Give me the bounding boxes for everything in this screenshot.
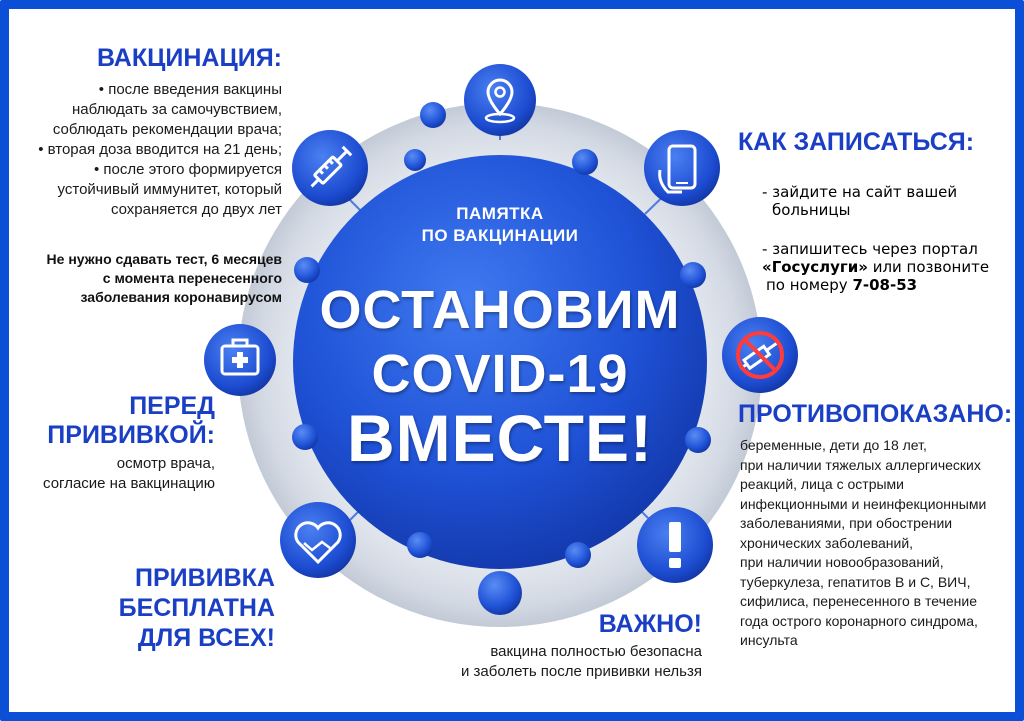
vaccination-line: • вторая доза вводится на 21 день; [38,141,282,158]
contra-line: хронических заболеваний, [740,534,914,551]
free-line2: БЕСПЛАТНА [118,594,275,622]
contra-line: инсульта [740,632,798,648]
free-line1: ПРИВИВКА [134,564,275,592]
gosuslugi-portal-label: «Госуслуги» [762,258,868,276]
exclamation-icon [637,507,713,583]
contra-line: сифилиса, перенесенного в течение [740,593,978,609]
center-subtitle-line2: ПО ВАКЦИНАЦИИ [421,226,579,245]
phone-hand-icon [644,130,720,206]
before-text [10,454,215,494]
first-aid-kit-icon [204,324,276,396]
vaccination-line: • после введения вакцины [98,81,282,98]
signup-item2-line2 [762,258,1012,276]
contra-line: инфекционными и неинфекционными [740,495,987,512]
signup-item1 [762,183,1002,219]
vaccination-line: • после этого формируется [93,161,282,178]
vaccination-note [20,250,282,307]
contra-text [740,436,1016,651]
contra-line: туберкулеза, гепатитов В и С, ВИЧ, [740,573,971,590]
signup-title: КАК ЗАПИСАТЬСЯ: [738,128,975,156]
contra-line: года острого коронарного синдрома, [740,612,978,629]
syringe-icon [292,130,368,206]
signup-item2-line3 [762,276,1012,294]
signup-item1-line2: больницы [772,201,851,219]
vaccination-text [10,80,282,220]
signup-item2-rest: или позвоните [867,258,990,276]
signup-item1-line1: - зайдите на сайт вашей [762,183,958,201]
contra-line: заболеваниями, при обострении [740,515,953,531]
contra-line: при наличии новообразований, [740,554,944,570]
free-vaccination [60,563,275,653]
important-text [380,642,702,682]
before-line: согласие на вакцинацию [43,475,215,492]
vaccination-line: наблюдать за самочувствием, [71,101,282,118]
vaccination-title: ВАКЦИНАЦИЯ: [97,44,282,72]
contra-line: беременные, дети до 18 лет, [740,437,927,453]
important-line: и заболеть после прививки нельзя [460,663,702,680]
contra-line: при наличии тяжелых аллергических [740,456,981,473]
center-line3: ВМЕСТЕ! [347,401,653,475]
vaccination-note-line: Не нужно сдавать тест, 6 месяцев [46,251,282,267]
vaccination-line: устойчивый иммунитет, который [57,181,282,198]
before-title-line2: ПРИВИВКОЙ: [47,420,215,449]
signup-item2 [762,240,1012,294]
contra-line: реакций, лица с острыми [740,476,904,492]
heart-handshake-icon [280,502,356,578]
signup-phone-prefix: по номеру [766,276,853,294]
important-line: вакцина полностью безопасна [490,643,702,660]
free-line3: ДЛЯ ВСЕХ! [137,624,275,652]
center-subtitle-line1: ПАМЯТКА [456,204,544,223]
no-syringe-icon [722,317,798,393]
signup-phone-number: 7-08-53 [852,276,918,294]
important-title: ВАЖНО! [598,610,702,638]
before-title-line1: ПЕРЕД [129,392,215,420]
vaccination-line: соблюдать рекомендации врача; [52,121,282,138]
vaccination-line: сохраняется до двух лет [110,201,282,218]
vaccination-note-line: заболевания коронавирусом [80,289,282,305]
contra-title: ПРОТИВОПОКАЗАНО: [738,400,1013,428]
vaccination-note-line: с момента перенесенного [102,270,282,286]
signup-item2-line1: - запишитесь через портал [762,240,978,258]
location-pin-icon [464,64,536,136]
center-subtitle [400,203,600,247]
before-line: осмотр врача, [116,455,215,472]
center-line2: COVID-19 [371,344,629,404]
before-title [20,392,215,450]
center-line1: ОСТАНОВИМ [319,280,681,340]
